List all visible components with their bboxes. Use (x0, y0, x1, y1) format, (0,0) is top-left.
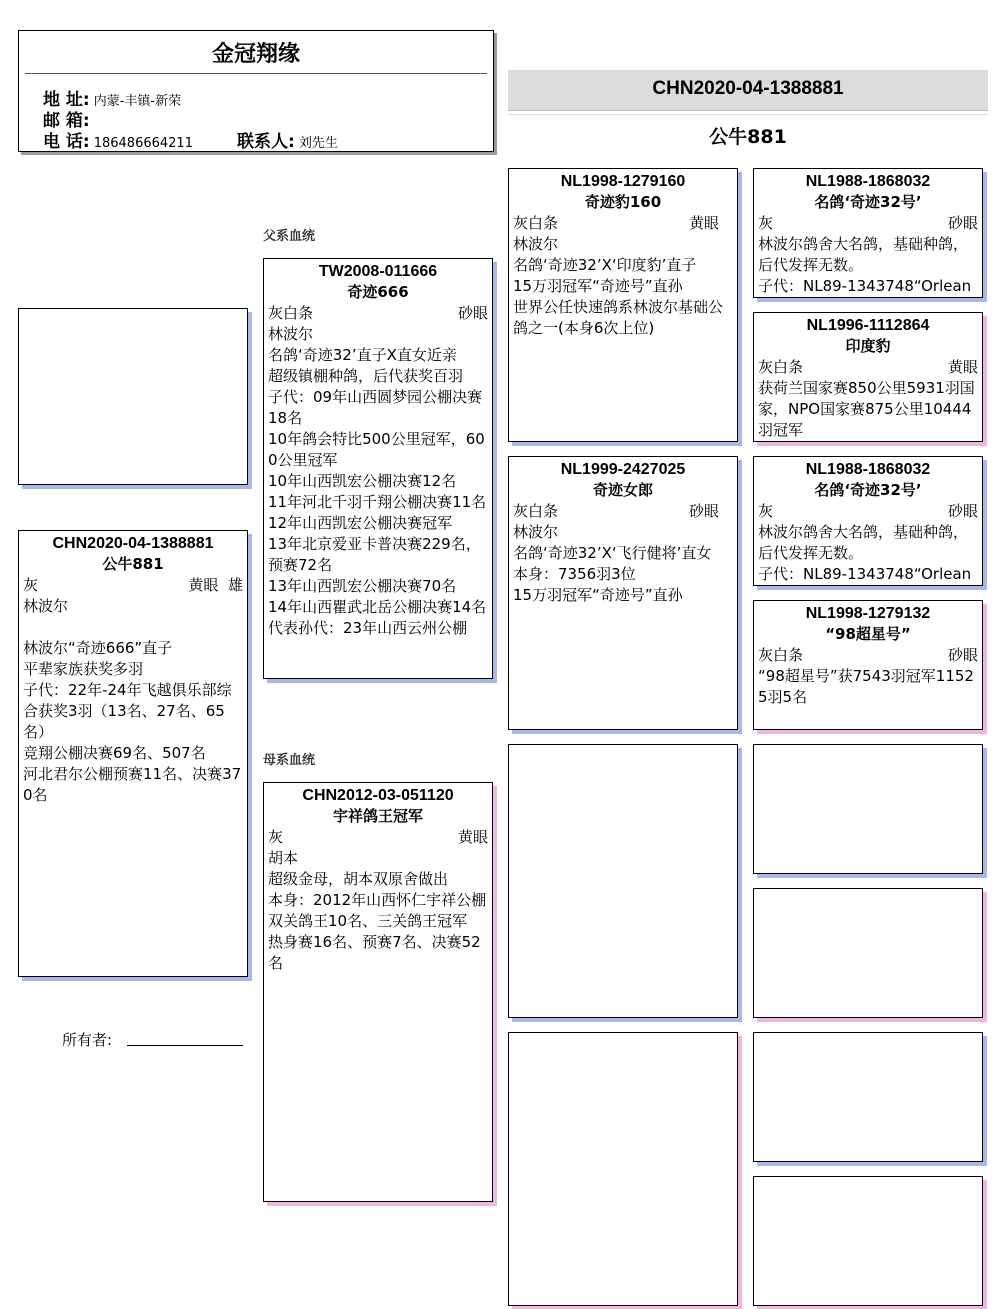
sire-sire-ring: NL1998-1279160 (560, 173, 686, 190)
sire-note: 12年山西凯宏公棚决赛冠军 (268, 514, 453, 532)
sire-attrs (264, 303, 492, 324)
pedigree-card-self (18, 530, 248, 977)
pedigree-card-dam-dam (508, 1032, 738, 1306)
address-label: 地 址: (43, 90, 90, 110)
sire-note: 13年山西凯宏公棚决赛70名 (268, 577, 457, 595)
g3-4-eye: 砂眼 (947, 646, 978, 664)
dam-color: 灰 (268, 828, 284, 846)
pedigree-card-g3-4 (753, 600, 983, 730)
self-note: 竞翔公棚决赛69名、507名 (23, 744, 206, 762)
sire-dam-color: 灰白条 (513, 502, 559, 520)
self-note: 平辈家族获奖多羽 (23, 660, 144, 678)
pedigree-card-g3-5 (753, 744, 983, 874)
top-divider (508, 114, 988, 115)
sire-note: 超级镇棚种鸽，后代获奖百羽 (268, 367, 464, 385)
sire-sire-note: 世界公任快速鸽系林波尔基础公鸽之一(本身6次上位) (513, 298, 724, 337)
top-ring-number: CHN2020-04-1388881 (652, 78, 844, 99)
g3-2-note: 获荷兰国家赛850公里5931羽国家，NPO国家赛875公里10444羽冠军 (758, 379, 975, 439)
g3-1-notes (754, 234, 982, 297)
self-sex: 雄 (227, 576, 243, 594)
sire-note: 10年山西凯宏公棚决赛12名 (268, 472, 457, 490)
pedigree-card-g3-1 (753, 168, 983, 298)
phone-row (43, 127, 193, 152)
mother-line-label: 母系血统 (263, 753, 316, 768)
dam-attrs (264, 827, 492, 848)
sire-dam-name: 奇迹女郎 (592, 481, 653, 499)
pigeon-photo-frame (18, 308, 248, 485)
self-name: 公牛881 (102, 555, 164, 573)
pedigree-card-sire-dam (508, 456, 738, 730)
g3-2-attrs (754, 357, 982, 378)
self-note: 子代：22年-24年飞越俱乐部综合获奖3羽（13名、27名、65名） (23, 681, 232, 741)
sire-dam-attrs (509, 501, 737, 522)
self-spacer (19, 617, 247, 638)
g3-3-attrs (754, 501, 982, 522)
g3-3-note: 子代：NL89-1343748“Orlean (758, 565, 972, 583)
sire-color: 灰白条 (268, 304, 314, 322)
phone-label: 电 话: (43, 132, 90, 152)
g3-3-notes (754, 522, 982, 585)
g3-2-color: 灰白条 (758, 358, 804, 376)
g3-4-notes (754, 666, 982, 708)
pedigree-card-g3-6 (753, 888, 983, 1018)
pedigree-card-sire-sire (508, 168, 738, 442)
pedigree-card-dam (263, 782, 493, 1202)
g3-4-color: 灰白条 (758, 646, 804, 664)
g3-1-ring: NL1988-1868032 (805, 173, 931, 190)
g3-4-attrs (754, 645, 982, 666)
address-value: 内蒙-丰镇-新荣 (93, 94, 182, 109)
g3-3-note: 林波尔鸽舍大名鸽，基础种鸽，后代发挥无数。 (758, 523, 969, 562)
sire-eye: 砂眼 (457, 304, 488, 322)
self-note: 河北君尔公棚预赛11名、决赛370名 (23, 765, 242, 804)
sire-ring: TW2008-011666 (318, 263, 438, 280)
g3-2-name: 印度豹 (845, 337, 891, 355)
mail-label: 邮 箱: (43, 111, 90, 131)
sire-sire-note: 15万羽冠军“奇迹号”直孙 (513, 277, 683, 295)
sire-sire-notes (509, 255, 737, 339)
phone-value: 186486664211 (93, 136, 193, 151)
g3-1-color: 灰 (758, 214, 774, 232)
self-strain: 林波尔 (23, 597, 69, 615)
owner-label: 所有者: (62, 1031, 113, 1049)
g3-4-name: “98超星号” (825, 625, 911, 643)
self-ring: CHN2020-04-1388881 (52, 535, 214, 552)
pedigree-card-g3-2 (753, 312, 983, 442)
pedigree-card-dam-sire (508, 744, 738, 1018)
g3-4-note: “98超星号”获7543羽冠军11525羽5名 (758, 667, 974, 706)
pedigree-card-sire (263, 258, 493, 679)
g3-1-eye: 砂眼 (947, 214, 978, 232)
sire-note: 代表孙代：23年山西云州公棚 (268, 619, 468, 637)
dam-name: 宇祥鸽王冠军 (332, 807, 423, 825)
sire-sire-color: 灰白条 (513, 214, 559, 232)
dam-note: 本身：2012年山西怀仁宇祥公棚双关鸽王10名、三关鸽王冠军 (268, 891, 487, 930)
sire-dam-notes (509, 543, 737, 606)
g3-1-note: 子代：NL89-1343748“Orlean (758, 277, 972, 295)
g3-3-name: 名鸽‘奇迹32号’ (814, 481, 922, 499)
dam-note: 超级金母，胡本双原舍做出 (268, 870, 449, 888)
sire-sire-attrs (509, 213, 737, 234)
contact-label: 联系人: (237, 132, 295, 152)
g3-3-eye: 砂眼 (947, 502, 978, 520)
g3-1-attrs (754, 213, 982, 234)
self-notes (19, 638, 247, 806)
dam-strain: 胡本 (268, 849, 299, 867)
sire-note: 名鸽‘奇迹32’直子X直女近亲 (268, 346, 457, 364)
header-divider (25, 73, 487, 74)
sire-note: 10年鸽会特比500公里冠军，600公里冠军 (268, 430, 485, 469)
sire-note: 14年山西瞿武北岳公棚决赛14名 (268, 598, 487, 616)
g3-3-ring: NL1988-1868032 (805, 461, 931, 478)
g3-4-ring: NL1998-1279132 (805, 605, 931, 622)
pedigree-card-g3-8 (753, 1176, 983, 1306)
sire-dam-strain: 林波尔 (513, 523, 559, 541)
sire-note: 子代：09年山西圆梦园公棚决赛18名 (268, 388, 483, 427)
dam-note: 热身赛16名、预赛7名、决赛52名 (268, 933, 481, 972)
g3-1-note: 林波尔鸽舍大名鸽，基础种鸽，后代发挥无数。 (758, 235, 969, 274)
g3-2-eye: 黄眼 (947, 358, 978, 376)
self-eye-sex (188, 575, 243, 596)
sire-dam-note: 15万羽冠军“奇迹号”直孙 (513, 586, 683, 604)
sire-sire-name: 奇迹豹160 (584, 193, 662, 211)
contact-value: 刘先生 (298, 136, 338, 151)
pedigree-card-g3-7 (753, 1032, 983, 1162)
dam-ring: CHN2012-03-051120 (302, 787, 454, 804)
self-attrs (19, 575, 247, 596)
g3-2-notes (754, 378, 982, 441)
sire-sire-note: 名鸽‘奇迹32’X‘印度豹’直子 (513, 256, 697, 274)
sire-notes (264, 345, 492, 639)
sire-name: 奇迹666 (347, 283, 409, 301)
father-line-label: 父系血统 (263, 229, 316, 244)
self-eye: 黄眼 (188, 576, 219, 594)
dam-notes (264, 869, 492, 974)
self-color: 灰 (23, 576, 39, 594)
breeder-title: 金冠翔缘 (211, 42, 300, 67)
breeder-header (18, 30, 494, 152)
sire-dam-note: 名鸽‘奇迹32’X‘飞行健将’直女 (513, 544, 712, 562)
sire-note: 11年河北千羽千翔公棚决赛11名 (268, 493, 487, 511)
sire-dam-note: 本身：7356羽3位 (513, 565, 636, 583)
g3-1-name: 名鸽‘奇迹32号’ (814, 193, 922, 211)
sire-sire-strain: 林波尔 (513, 235, 559, 253)
contact-row (237, 127, 338, 152)
dam-eye: 黄眼 (457, 828, 488, 846)
g3-2-ring: NL1996-1112864 (806, 317, 930, 334)
sire-dam-eye: 砂眼 (688, 502, 719, 520)
g3-3-color: 灰 (758, 502, 774, 520)
pedigree-card-g3-3 (753, 456, 983, 586)
sire-sire-eye: 黄眼 (688, 214, 719, 232)
sire-note: 13年北京爱亚卡普决赛229名，预赛72名 (268, 535, 481, 574)
self-note: 林波尔“奇迹666”直子 (23, 639, 173, 657)
sire-dam-ring: NL1999-2427025 (560, 461, 686, 478)
sire-strain: 林波尔 (268, 325, 314, 343)
top-pigeon-name: 公牛881 (709, 126, 787, 148)
owner-signature-line[interactable] (127, 1045, 243, 1046)
